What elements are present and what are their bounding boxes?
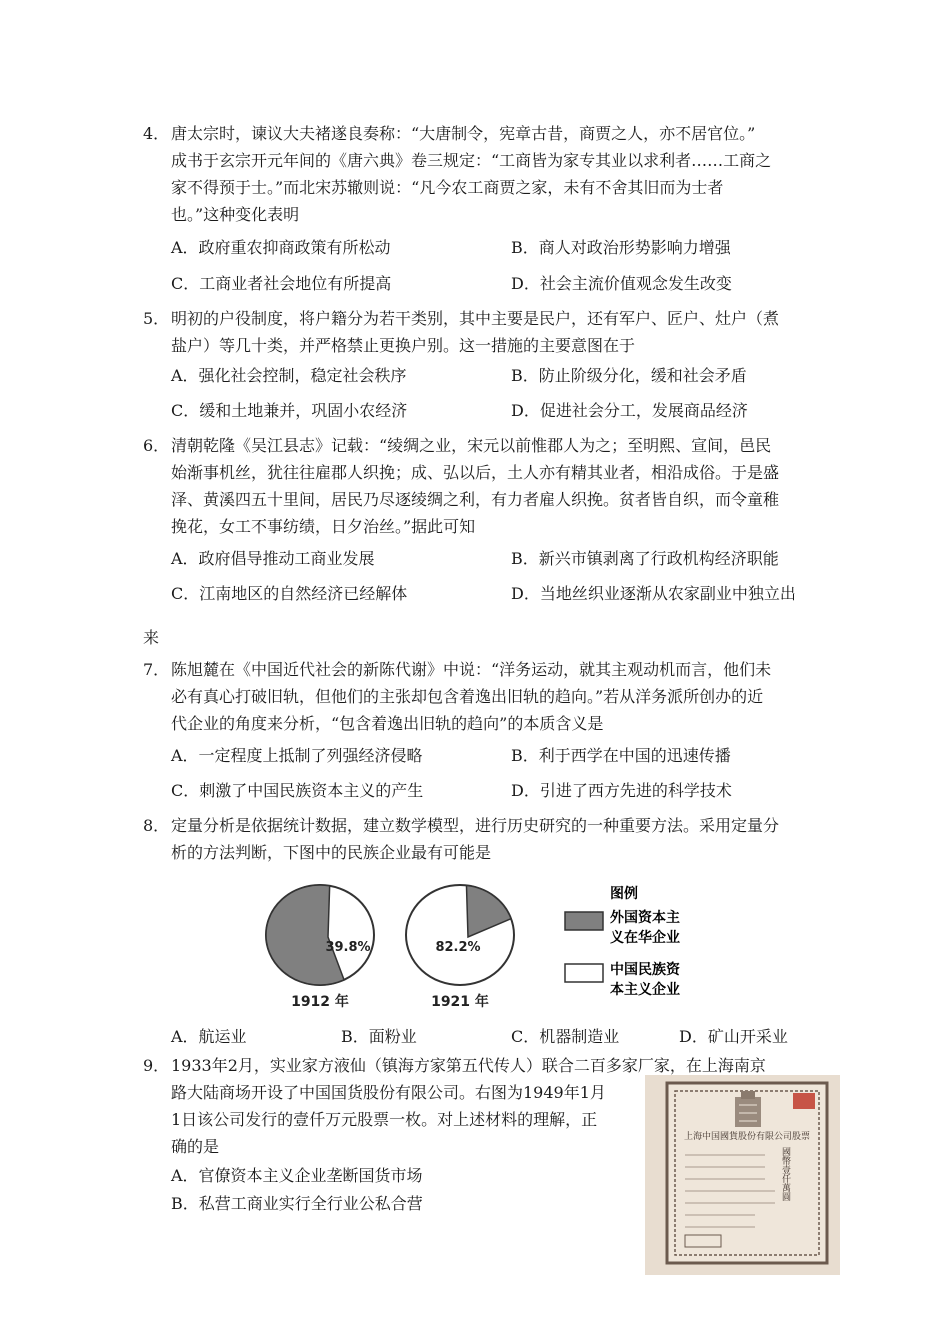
option-d[interactable]: D．当地丝织业逐渐从农家副业中独立出 xyxy=(511,584,796,603)
pie-percent-label: 82.2% xyxy=(435,940,481,955)
option-b[interactable]: B．利于西学在中国的迅速传播 xyxy=(511,746,731,765)
stem-line: 挽花，女工不事纺绩，日夕治丝。”据此可知 xyxy=(171,517,476,536)
certificate-amount: 國幣壹仟萬圓 xyxy=(780,1147,790,1201)
pie-group xyxy=(266,885,514,1010)
stem-line: 盐户）等几十类，并严格禁止更换户别。这一措施的主要意图在于 xyxy=(171,336,636,355)
stem-line: 1933年2月，实业家方液仙（镇海方家第五代传人）联合二百多家厂家，在上海南京 xyxy=(171,1056,766,1075)
stem-line: 家不得预于士。”而北宋苏辙则说：“凡今农工商贾之家，未有不舍其旧而为士者 xyxy=(171,178,724,197)
question-stem xyxy=(171,120,831,228)
stem-line: 唐太宗时，谏议大夫褚遂良奏称：“大唐制令，宪章古昔，商贾之人，亦不居官位。” xyxy=(171,124,756,143)
option-a[interactable]: A．政府重农抑商政策有所松动 xyxy=(171,238,391,257)
legend-label: 外国资本主 xyxy=(610,910,680,926)
option-overflow-text: 来 xyxy=(143,628,160,647)
legend-swatch xyxy=(565,912,603,930)
stem-line: 1日该公司发行的壹仟万元股票一枚。对上述材料的理解，正 xyxy=(171,1110,598,1129)
option-d[interactable]: D．促进社会分工，发展商品经济 xyxy=(511,401,748,420)
stem-line: 泽、黄溪四五十里间，居民乃尽逐绫绸之利，有力者雇人织挽。贫者皆自织，而令童稚 xyxy=(171,490,780,509)
stem-line: 明初的户役制度，将户籍分为若干类别，其中主要是民户，还有军户、匠户、灶户（煮 xyxy=(171,309,780,328)
stem-line: 成书于玄宗开元年间的《唐六典》卷三规定：“工商皆为家专其业以求利者……工商之 xyxy=(171,151,772,170)
question-number: 9． xyxy=(143,1056,170,1075)
question-number: 7． xyxy=(143,660,170,679)
option-d[interactable]: D．社会主流价值观念发生改变 xyxy=(511,274,732,293)
option-c[interactable]: C．缓和土地兼并，巩固小农经济 xyxy=(171,401,408,420)
option-c[interactable]: C．刺激了中国民族资本主义的产生 xyxy=(171,781,424,800)
stem-line: 代企业的角度来分析，“包含着逸出旧轨的趋向”的本质含义是 xyxy=(171,714,604,733)
legend-title: 图例 xyxy=(610,886,638,902)
question-stem xyxy=(171,656,831,737)
option-b[interactable]: B．面粉业 xyxy=(341,1027,417,1046)
chart-legend xyxy=(565,885,681,998)
stem-line: 必有真心打破旧轨，但他们的主张却包含着逸出旧轨的趋向。”若从洋务派所创办的近 xyxy=(171,687,764,706)
stem-line: 始渐事机丝，犹往往雇郡人织挽；成、弘以后，土人亦有精其业者，相沿成俗。于是盛 xyxy=(171,463,780,482)
pie-percent-label: 39.8% xyxy=(325,940,371,955)
option-d[interactable]: D．矿山开采业 xyxy=(679,1027,788,1046)
question-number: 5． xyxy=(143,309,170,328)
question-number: 8． xyxy=(143,816,170,835)
question-number: 4． xyxy=(143,124,170,143)
option-a[interactable]: A．政府倡导推动工商业发展 xyxy=(171,549,375,568)
pie-year-label: 1912 年 xyxy=(291,994,349,1010)
stem-line: 定量分析是依据统计数据，建立数学模型，进行历史研究的一种重要方法。采用定量分 xyxy=(171,816,780,835)
stem-line: 析的方法判断，下图中的民族企业最有可能是 xyxy=(171,843,492,862)
option-b[interactable]: B．私营工商业实行全行业公私合营 xyxy=(171,1194,423,1213)
question-stem xyxy=(171,432,831,540)
stem-line: 清朝乾隆《吴江县志》记载：“绫绸之业，宋元以前惟郡人为之；至明熙、宣间，邑民 xyxy=(171,436,772,455)
pie-chart-figure xyxy=(265,880,725,1010)
stamp-icon xyxy=(793,1093,815,1109)
stem-line: 路大陆商场开设了中国国货股份有限公司。右图为1949年1月 xyxy=(171,1083,606,1102)
stem-line: 陈旭麓在《中国近代社会的新陈代谢》中说：“洋务运动，就其主观动机而言，他们未 xyxy=(171,660,772,679)
option-b[interactable]: B．防止阶级分化，缓和社会矛盾 xyxy=(511,366,747,385)
question-stem xyxy=(171,812,831,866)
legend-label: 义在华企业 xyxy=(610,930,680,946)
certificate-title: 上海中国國貨股份有限公司股票 xyxy=(683,1132,811,1142)
legend-label: 中国民族资 xyxy=(610,962,680,978)
option-c[interactable]: C．工商业者社会地位有所提高 xyxy=(171,274,392,293)
legend-swatch xyxy=(565,964,603,982)
stem-line: 也。”这种变化表明 xyxy=(171,205,300,224)
stock-certificate-image xyxy=(645,1075,840,1275)
option-a[interactable]: A．官僚资本主义企业垄断国货市场 xyxy=(171,1166,423,1185)
option-d[interactable]: D．引进了西方先进的科学技术 xyxy=(511,781,732,800)
question-stem xyxy=(171,305,831,359)
question-number: 6． xyxy=(143,436,170,455)
option-a[interactable]: A．航运业 xyxy=(171,1027,247,1046)
legend-label: 本主义企业 xyxy=(610,982,680,998)
option-c[interactable]: C．机器制造业 xyxy=(511,1027,620,1046)
option-b[interactable]: B．新兴市镇剥离了行政机构经济职能 xyxy=(511,549,779,568)
option-a[interactable]: A．强化社会控制，稳定社会秩序 xyxy=(171,366,407,385)
option-a[interactable]: A．一定程度上抵制了列强经济侵略 xyxy=(171,746,423,765)
stem-line: 确的是 xyxy=(171,1137,220,1156)
option-c[interactable]: C．江南地区的自然经济已经解体 xyxy=(171,584,408,603)
pie-year-label: 1921 年 xyxy=(431,994,489,1010)
option-b[interactable]: B．商人对政治形势影响力增强 xyxy=(511,238,731,257)
